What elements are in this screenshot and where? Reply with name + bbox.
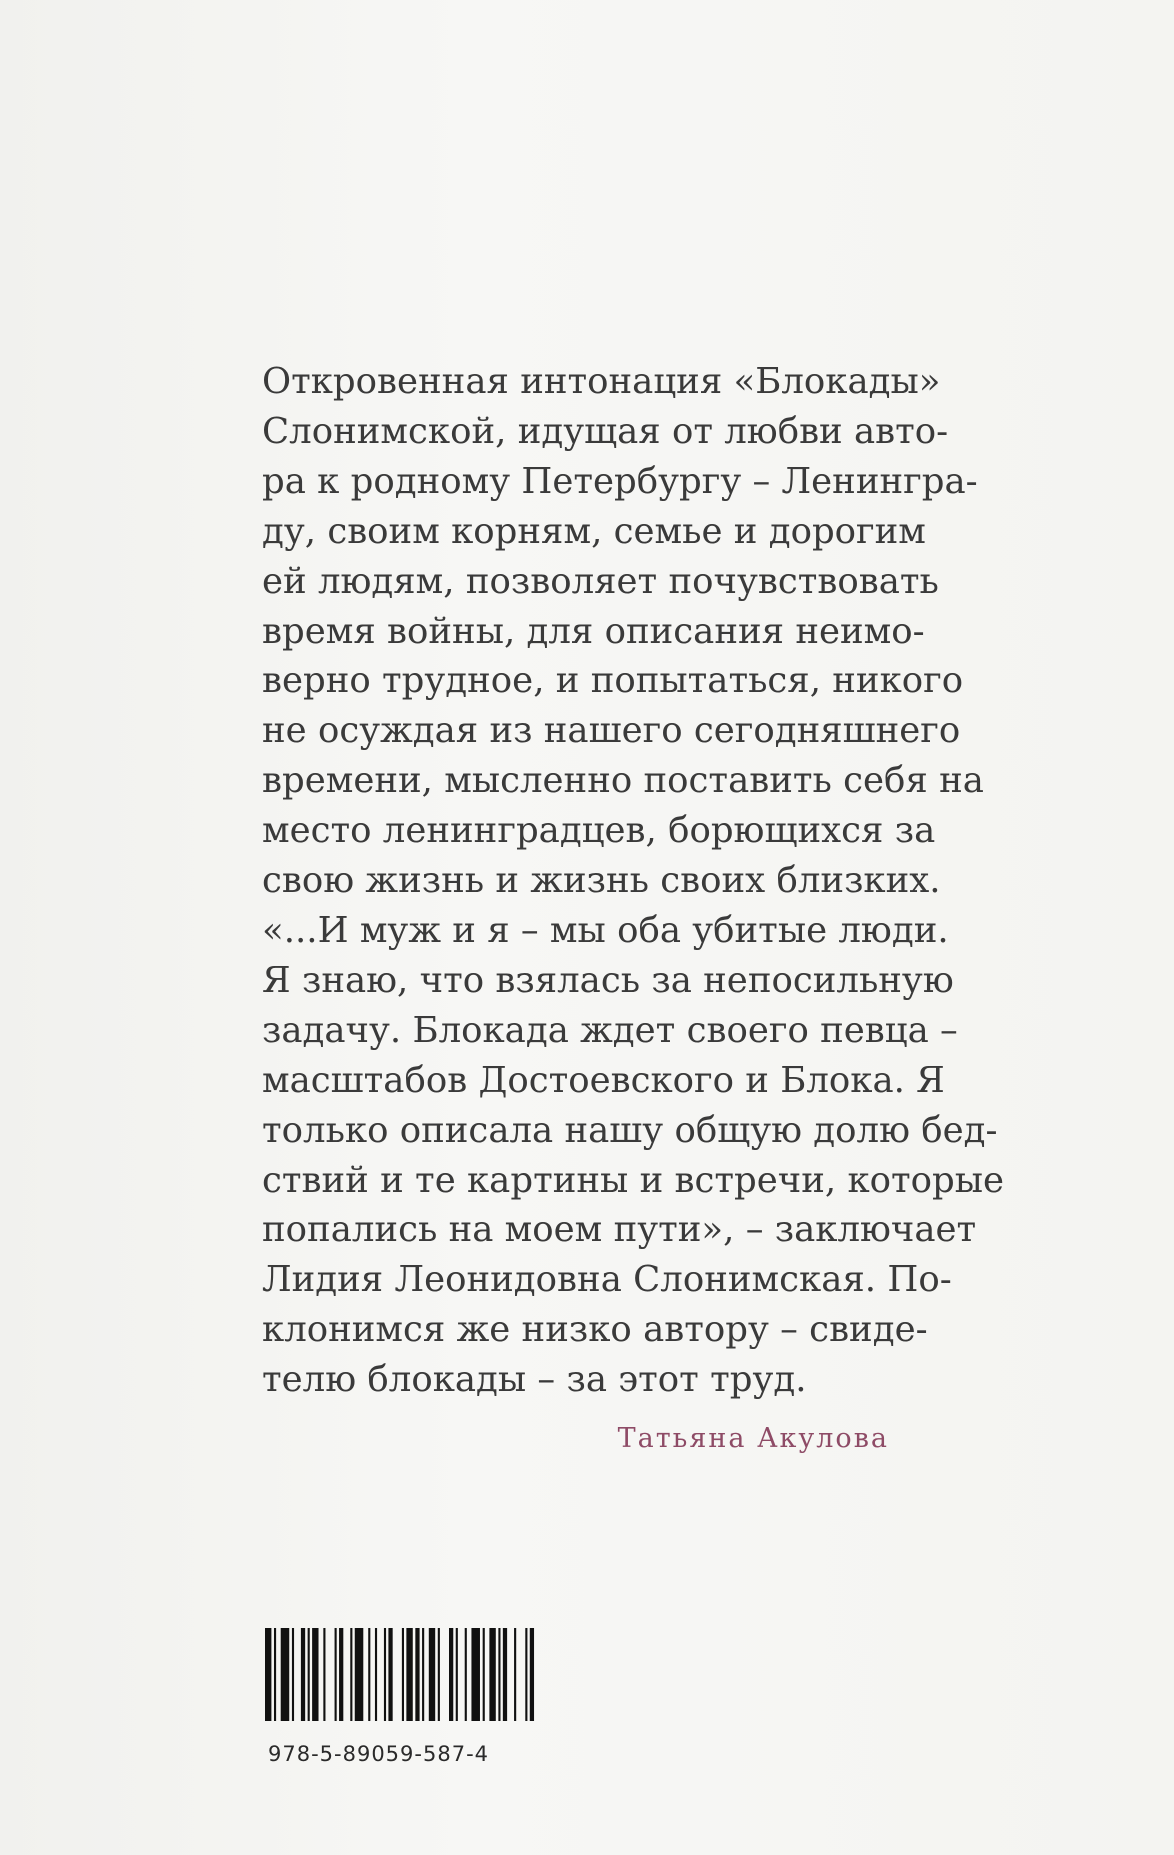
isbn-number: 978-5-89059-587-4 [268, 1742, 490, 1766]
blurb-line: Я знаю, что взялась за непосильную [262, 959, 954, 1001]
blurb-line: времени, мысленно поставить себя на [262, 760, 984, 802]
barcode-icon [265, 1628, 541, 1721]
blurb-line: телю блокады – за этот труд. [262, 1359, 807, 1401]
blurb-line: свою жизнь и жизнь своих близких. [262, 860, 941, 902]
blurb-line: клонимся же низко автору – свиде- [262, 1309, 928, 1351]
blurb-line: масштабов Достоевского и Блока. Я [262, 1059, 945, 1101]
blurb-line: ствий и те картины и встречи, которые [262, 1159, 1005, 1201]
blurb-line: Слонимской, идущая от любви авто- [262, 410, 949, 452]
blurb-line: не осуждая из нашего сегодняшнего [262, 710, 961, 752]
barcode [265, 1628, 541, 1721]
blurb-line: место ленинградцев, борющихся за [262, 810, 936, 852]
blurb-line: задачу. Блокада ждет своего певца – [262, 1009, 958, 1051]
blurb-line: попались на моем пути», – заключает [262, 1209, 977, 1251]
blurb-line: ра к родному Петербургу – Ленингра- [262, 460, 978, 502]
blurb-line: время войны, для описания неимо- [262, 610, 925, 652]
author-signature [618, 1423, 889, 1454]
blurb-line: только описала нашу общую долю бед- [262, 1109, 998, 1151]
blurb-line: «...И муж и я – мы оба убитые люди. [262, 909, 949, 951]
blurb-line: верно трудное, и попытаться, никого [262, 660, 964, 702]
blurb-line: ей людям, позволяет почувствовать [262, 560, 939, 602]
blurb-line: Лидия Леонидовна Слонимская. По- [262, 1259, 952, 1301]
blurb-line: Откровенная интонация «Блокады» [262, 361, 941, 402]
author-name: Татьяна Акулова [617, 1423, 889, 1454]
blurb-text [262, 357, 1005, 1405]
blurb-line: ду, своим корням, семье и дорогим [262, 510, 926, 552]
